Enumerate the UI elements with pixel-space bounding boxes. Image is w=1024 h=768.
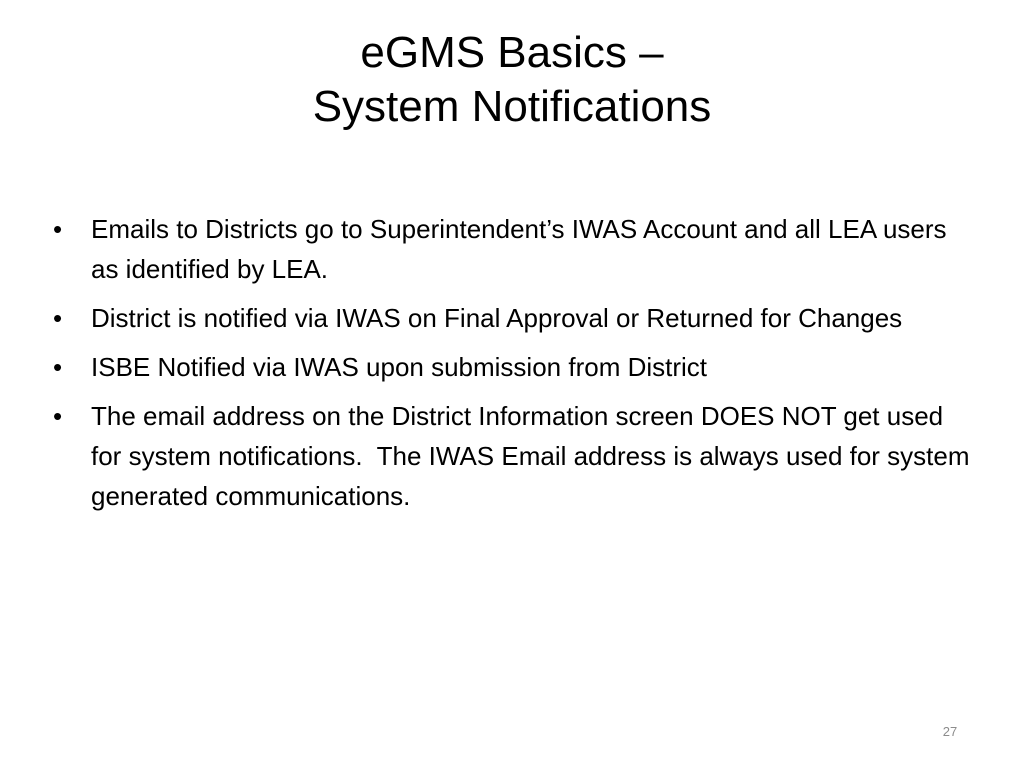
bullet-list — [48, 209, 978, 525]
bullet-text: The email address on the District Information screen DOES NOT get used for system notifications. The IWAS Email address is always used for system generated communications. — [91, 401, 977, 511]
bullet-item-4 — [48, 396, 978, 516]
bullet-text: ISBE Notified via IWAS upon submission from District — [91, 352, 708, 382]
page-number: 27 — [942, 724, 958, 739]
title-line-1: eGMS Basics – — [360, 28, 664, 77]
bullet-item-1 — [48, 209, 978, 289]
bullet-marker: • — [53, 401, 63, 431]
slide-title — [0, 26, 1024, 134]
bullet-text: Emails to Districts go to Superintendent’s IWAS Account and all LEA users as identified by LEA. — [91, 214, 954, 284]
bullet-item-2 — [48, 298, 978, 338]
title-line-2: System Notifications — [312, 82, 712, 131]
bullet-item-3 — [48, 347, 978, 387]
bullet-marker: • — [53, 352, 63, 382]
bullet-text: District is notified via IWAS on Final Approval or Returned for Changes — [91, 303, 903, 333]
bullet-marker: • — [53, 303, 63, 333]
bullet-marker: • — [53, 214, 63, 244]
